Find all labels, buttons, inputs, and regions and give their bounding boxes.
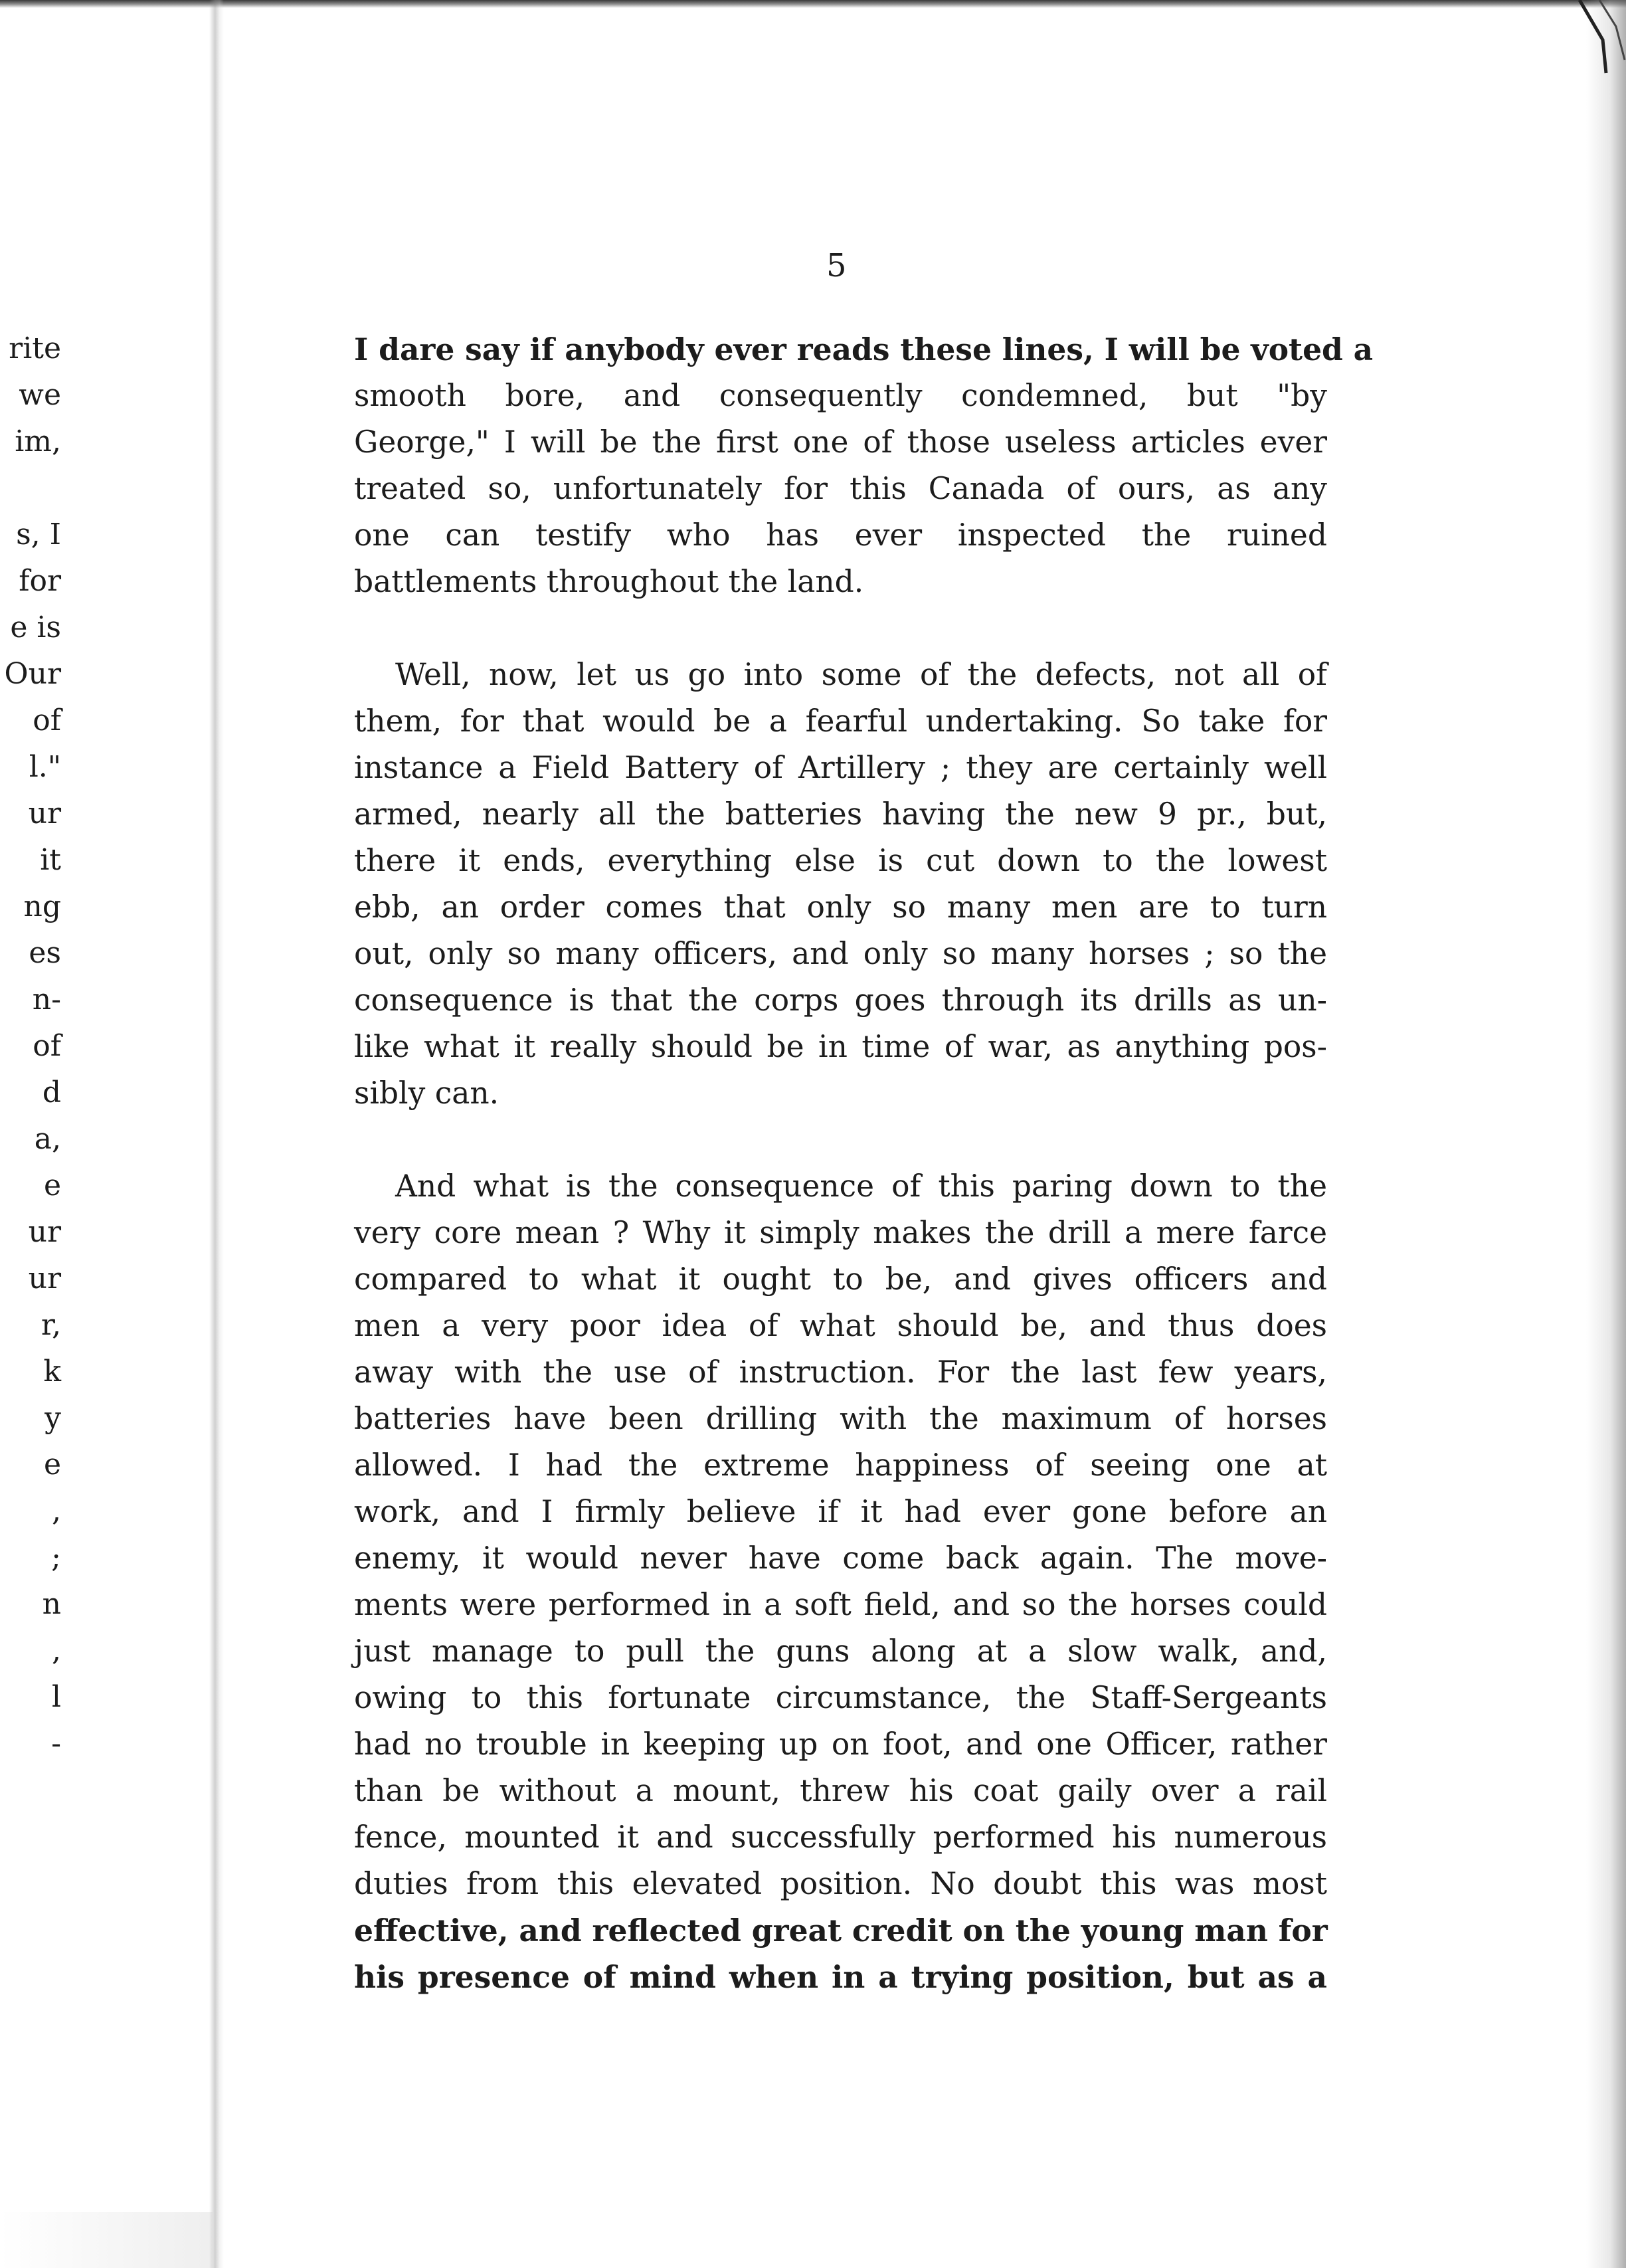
text-line: duties from this elevated position. No doubt this was most — [354, 1866, 1327, 1901]
fragment-line: s, I — [16, 518, 61, 551]
fragment-line: y — [45, 1401, 61, 1435]
text-line: ebb, an order comes that only so many men are to turn — [354, 890, 1327, 925]
scan-bottom-shadow — [0, 2212, 213, 2268]
text-line: armed, nearly all the batteries having the new 9 pr., but, — [354, 797, 1327, 832]
text-line: fence, mounted it and successfully performed his numerous — [354, 1820, 1327, 1855]
fragment-line: n — [42, 1587, 61, 1621]
text-line: effective, and reflected great credit on the young man for — [354, 1913, 1328, 1948]
text-line: work, and I firmly believe if it had ever gone before an — [354, 1494, 1327, 1529]
text-line: allowed. I had the extreme happiness of seeing one at — [354, 1448, 1327, 1483]
text-line: George," I will be the first one of those useless articles ever — [354, 425, 1327, 460]
text-line: there it ends, everything else is cut down to the lowest — [354, 843, 1327, 878]
text-line: like what it really should be in time of war, as anything pos- — [354, 1029, 1327, 1064]
fragment-line: d — [42, 1076, 61, 1109]
page-number: 5 — [826, 247, 847, 284]
text-line: battlements throughout the land. — [354, 564, 864, 599]
fragment-line: e is — [10, 611, 61, 644]
text-line: instance a Field Battery of Artillery ; they are certainly well — [354, 750, 1327, 785]
fragment-line: n- — [32, 983, 61, 1016]
fragment-line: it — [40, 843, 61, 877]
fragment-line: , — [52, 1494, 61, 1528]
text-line: smooth bore, and consequently condemned, but "by — [354, 378, 1327, 413]
text-line: I dare say if anybody ever reads these lines, I will be voted a — [354, 331, 1374, 367]
fragment-line: for — [19, 564, 61, 598]
page-edge-shadow — [1586, 0, 1626, 2268]
paragraph-1 — [354, 326, 1374, 605]
text-line: had no trouble in keeping up on foot, and one Officer, rather — [354, 1727, 1327, 1762]
scan-top-shadow — [0, 0, 1626, 8]
fragment-line: Our — [4, 657, 61, 691]
text-line: one can testify who has ever inspected the ruined — [354, 518, 1327, 553]
fragment-line: e — [43, 1169, 61, 1202]
text-line: them, for that would be a fearful undertaking. So take for — [354, 704, 1327, 739]
text-line: enemy, it would never have come back again. The move- — [354, 1541, 1327, 1576]
fragment-line — [0, 465, 61, 512]
text-line: out, only so many officers, and only so many horses ; so the — [354, 936, 1327, 971]
text-line: owing to this fortunate circumstance, the Staff-Sergeants — [354, 1680, 1327, 1715]
fragment-line: , — [52, 1634, 61, 1667]
fragment-line: im, — [15, 425, 61, 458]
fragment-line: a, — [34, 1122, 61, 1156]
text-line: just manage to pull the guns along at a slow walk, and, — [354, 1634, 1327, 1669]
text-line: And what is the consequence of this paring down to the — [395, 1169, 1327, 1204]
fragment-line: of — [33, 704, 61, 737]
paragraph-3 — [354, 1163, 1327, 2000]
text-line: his presence of mind when in a trying position, but as a — [354, 1959, 1327, 1995]
fragment-line: of — [33, 1029, 61, 1063]
fragment-line: e — [43, 1448, 61, 1481]
fragment-line: - — [51, 1727, 61, 1760]
text-line: ments were performed in a soft field, and so the horses could — [354, 1587, 1327, 1622]
torn-corner-mark — [1566, 0, 1626, 80]
paragraph-2 — [354, 652, 1327, 1117]
facing-page-fragment — [0, 326, 61, 1767]
text-line: treated so, unfortunately for this Canada of ours, as any — [354, 471, 1327, 506]
fragment-line: es — [29, 936, 61, 970]
text-line: batteries have been drilling with the maximum of horses — [354, 1401, 1327, 1436]
fragment-line: ur — [28, 1215, 61, 1249]
fragment-line: ur — [28, 797, 61, 830]
fragment-line: ; — [51, 1541, 61, 1574]
text-line: Well, now, let us go into some of the defects, not all of — [395, 657, 1327, 692]
fragment-line: r, — [41, 1308, 61, 1342]
text-line: than be without a mount, threw his coat gaily over a rail — [354, 1773, 1327, 1808]
text-line: very core mean ? Why it simply makes the drill a mere farce — [354, 1215, 1327, 1250]
fragment-line: l." — [29, 750, 61, 784]
text-line: men a very poor idea of what should be, and thus does — [354, 1308, 1327, 1343]
text-line: consequence is that the corps goes through its drills as un- — [354, 983, 1327, 1018]
text-line: away with the use of instruction. For the last few years, — [354, 1355, 1327, 1390]
fragment-line: rite — [9, 331, 61, 365]
fragment-line: ur — [28, 1262, 61, 1295]
book-gutter-shadow — [209, 0, 224, 2268]
fragment-line: l — [51, 1680, 61, 1714]
fragment-line: k — [43, 1355, 61, 1388]
fragment-line: ng — [23, 890, 61, 923]
text-line: compared to what it ought to be, and gives officers and — [354, 1262, 1327, 1297]
page-text — [354, 326, 1374, 2000]
text-line: sibly can. — [354, 1076, 499, 1111]
fragment-line: we — [19, 378, 61, 412]
